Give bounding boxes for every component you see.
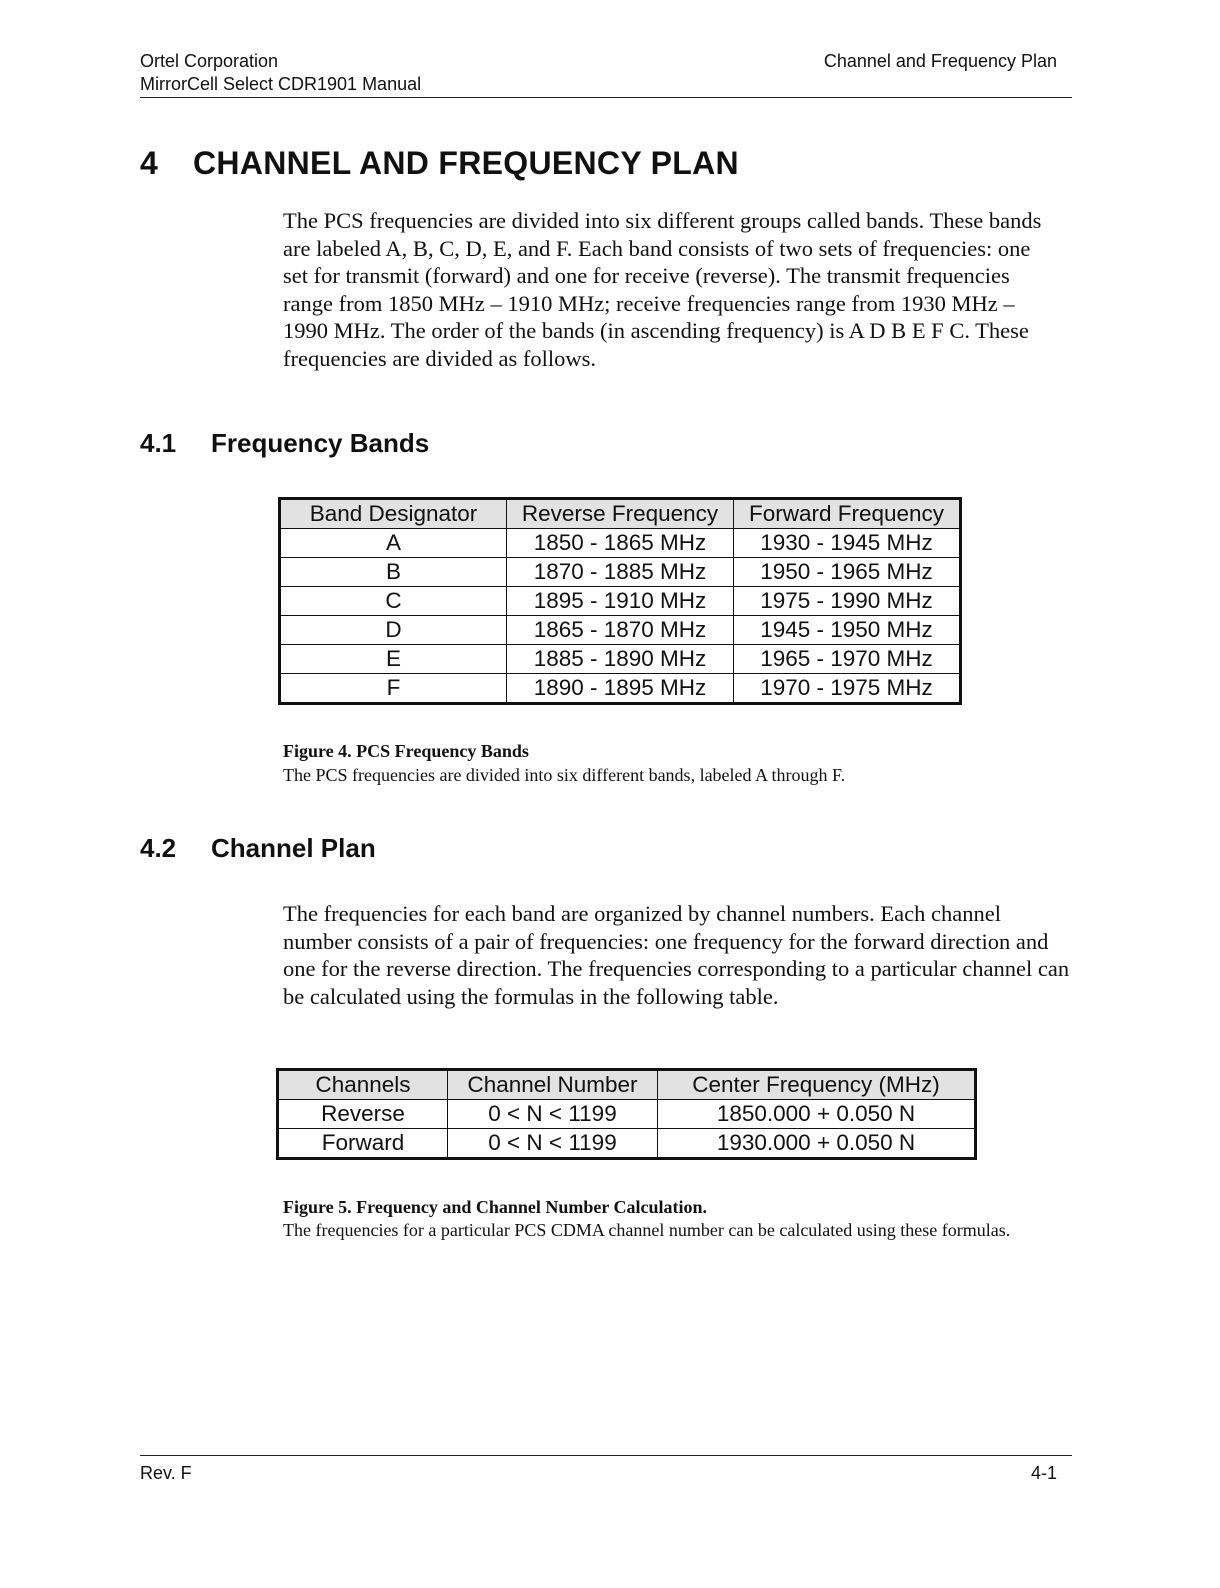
section-title: Frequency Bands bbox=[211, 428, 430, 458]
header-section-title: Channel and Frequency Plan bbox=[823, 51, 1057, 71]
table-header-row bbox=[280, 499, 961, 529]
page-header-left bbox=[140, 50, 421, 96]
manual-title: MirrorCell Select CDR1901 Manual bbox=[140, 74, 422, 94]
section-number: 4.2 bbox=[140, 833, 177, 863]
table-row bbox=[280, 587, 961, 616]
figure-5-title: Figure 5. Frequency and Channel Number Calculation. bbox=[283, 1197, 708, 1217]
table-cell: A bbox=[280, 529, 507, 558]
table-cell: 1870 - 1885 MHz bbox=[507, 558, 734, 587]
table-cell: 1930 - 1945 MHz bbox=[734, 529, 961, 558]
page-number: 4-1 bbox=[1030, 1463, 1057, 1483]
table-header-row bbox=[278, 1070, 976, 1100]
chapter-title: CHANNEL AND FREQUENCY PLAN bbox=[193, 145, 739, 181]
table-cell: 0 < N < 1199 bbox=[448, 1129, 658, 1159]
table-row bbox=[280, 645, 961, 674]
table-cell: E bbox=[280, 645, 507, 674]
channel-calculation-table bbox=[276, 1068, 977, 1160]
column-header: Band Designator bbox=[280, 499, 507, 529]
section-heading-4-1 bbox=[140, 428, 429, 459]
table-cell: 1965 - 1970 MHz bbox=[734, 645, 961, 674]
section-number: 4.1 bbox=[140, 428, 177, 458]
table-cell: 1970 - 1975 MHz bbox=[734, 674, 961, 704]
table-cell: 1945 - 1950 MHz bbox=[734, 616, 961, 645]
section-heading-4-2 bbox=[140, 833, 376, 864]
frequency-bands-table bbox=[278, 497, 962, 705]
company-name: Ortel Corporation bbox=[140, 51, 279, 71]
table-cell: Reverse bbox=[278, 1100, 448, 1129]
channel-plan-paragraph: The frequencies for each band are organized by channel numbers. Each channel number consists of a pair of frequencies: one frequency for the forward direction and one for the reverse direction. The frequencies corresponding to a particular channel can be calculated using the formulas in the following table. bbox=[283, 901, 1070, 1009]
table-cell: 1850.000 + 0.050 N bbox=[658, 1100, 976, 1129]
column-header: Forward Frequency bbox=[734, 499, 961, 529]
chapter-intro-paragraph: The PCS frequencies are divided into six different groups called bands. These bands are labeled A, B, C, D, E, and F. Each band consists of two sets of frequencies: one set for transmit (forward) and one for receive (reverse). The transmit frequencies range from 1850 MHz – 1910 MHz; receive frequencies range from 1930 MHz – 1990 MHz. The order of the bands (in ascending frequency) is A D B E F C. These frequencies are divided as follows. bbox=[283, 208, 1042, 371]
column-header: Channel Number bbox=[448, 1070, 658, 1100]
footer-rule bbox=[140, 1455, 1072, 1456]
table-cell: 1975 - 1990 MHz bbox=[734, 587, 961, 616]
table-row bbox=[280, 616, 961, 645]
table-cell: F bbox=[280, 674, 507, 704]
table-row bbox=[280, 529, 961, 558]
table-cell: 1865 - 1870 MHz bbox=[507, 616, 734, 645]
table-cell: 1885 - 1890 MHz bbox=[507, 645, 734, 674]
table-cell: Forward bbox=[278, 1129, 448, 1159]
table-cell: 1850 - 1865 MHz bbox=[507, 529, 734, 558]
column-header: Reverse Frequency bbox=[507, 499, 734, 529]
figure-4-title: Figure 4. PCS Frequency Bands bbox=[283, 741, 529, 761]
chapter-number: 4 bbox=[140, 145, 159, 181]
table-row bbox=[280, 558, 961, 587]
figure-5-caption: The frequencies for a particular PCS CDMA channel number can be calculated using these formulas. bbox=[283, 1220, 1011, 1240]
table-cell: B bbox=[280, 558, 507, 587]
section-title: Channel Plan bbox=[211, 833, 376, 863]
header-rule bbox=[140, 97, 1072, 98]
column-header: Channels bbox=[278, 1070, 448, 1100]
table-row bbox=[278, 1129, 976, 1159]
table-row bbox=[278, 1100, 976, 1129]
table-cell: D bbox=[280, 616, 507, 645]
table-cell: 1890 - 1895 MHz bbox=[507, 674, 734, 704]
figure-4-caption: The PCS frequencies are divided into six different bands, labeled A through F. bbox=[283, 765, 846, 785]
table-cell: C bbox=[280, 587, 507, 616]
table-cell: 1950 - 1965 MHz bbox=[734, 558, 961, 587]
column-header: Center Frequency (MHz) bbox=[658, 1070, 976, 1100]
table-row bbox=[280, 674, 961, 704]
table-cell: 1930.000 + 0.050 N bbox=[658, 1129, 976, 1159]
table-cell: 0 < N < 1199 bbox=[448, 1100, 658, 1129]
revision-label: Rev. F bbox=[140, 1463, 192, 1483]
table-cell: 1895 - 1910 MHz bbox=[507, 587, 734, 616]
chapter-heading bbox=[140, 145, 739, 182]
